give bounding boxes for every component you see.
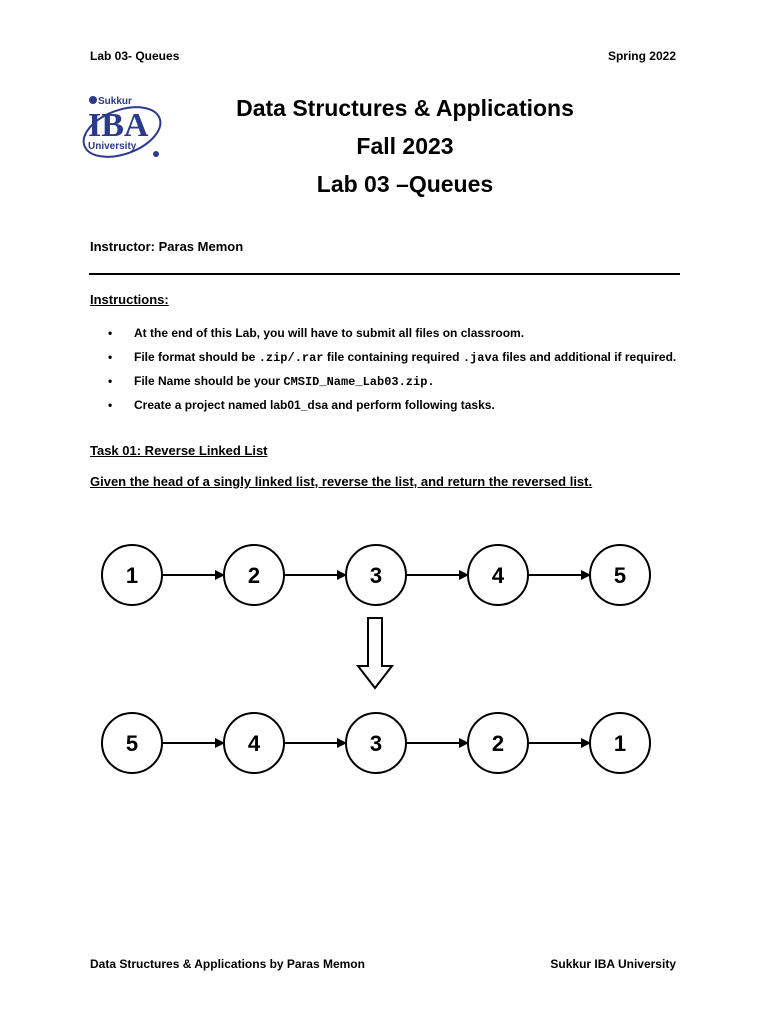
linked-list-diagram [90,530,670,790]
reversed-list [102,713,650,773]
original-node-label: 1 [125,563,139,588]
page-header-left: Lab 03- Queues [90,49,180,63]
document-lab-title: Lab 03 –Queues [316,171,494,197]
horizontal-divider [89,273,680,275]
page-footer-left: Data Structures & Applications by Paras Memon [90,957,365,971]
instructions-heading: Instructions: [90,292,169,307]
page-header-right: Spring 2022 [607,49,676,63]
reversed-node-label: 5 [125,731,139,756]
task-description: Given the head of a singly linked list, reverse the list, and return the reversed list. [90,474,593,489]
bullet-icon: • [108,374,113,388]
instructions-list [108,322,708,418]
original-list [102,545,650,605]
instructor-name: Instructor: Paras Memon [90,239,244,254]
reversed-node-label: 3 [369,731,383,756]
reversed-node-label: 4 [247,731,261,756]
document-term: Fall 2023 [356,133,454,159]
document-title: Data Structures & Applications [236,95,574,121]
list-item: • At the end of this Lab, you will have to submit all files on classroom. [108,322,708,346]
list-item: • File format should be .zip/.rar file containing required .java files and additional if required. [108,346,708,370]
reversed-node-label: 1 [613,731,627,756]
original-node-label: 5 [613,563,627,588]
original-node-label: 2 [247,563,261,588]
logo-bottom-text: University [88,141,137,152]
reversed-node-label: 2 [491,731,505,756]
list-item: • File Name should be your CMSID_Name_Lab03.zip. [108,370,708,394]
bullet-icon: • [108,398,113,412]
bullet-icon: • [108,326,113,340]
logo-top-text: Sukkur [98,96,132,107]
task-title: Task 01: Reverse Linked List [90,443,268,458]
original-node-label: 3 [369,563,383,588]
bullet-icon: • [108,350,113,364]
logo-main-text: IBA [88,107,149,144]
list-item: • Create a project named lab01_dsa and perform following tasks. [108,394,708,418]
down-arrow-icon [358,618,392,688]
original-node-label: 4 [491,563,505,588]
page-footer-right: Sukkur IBA University [550,957,676,971]
